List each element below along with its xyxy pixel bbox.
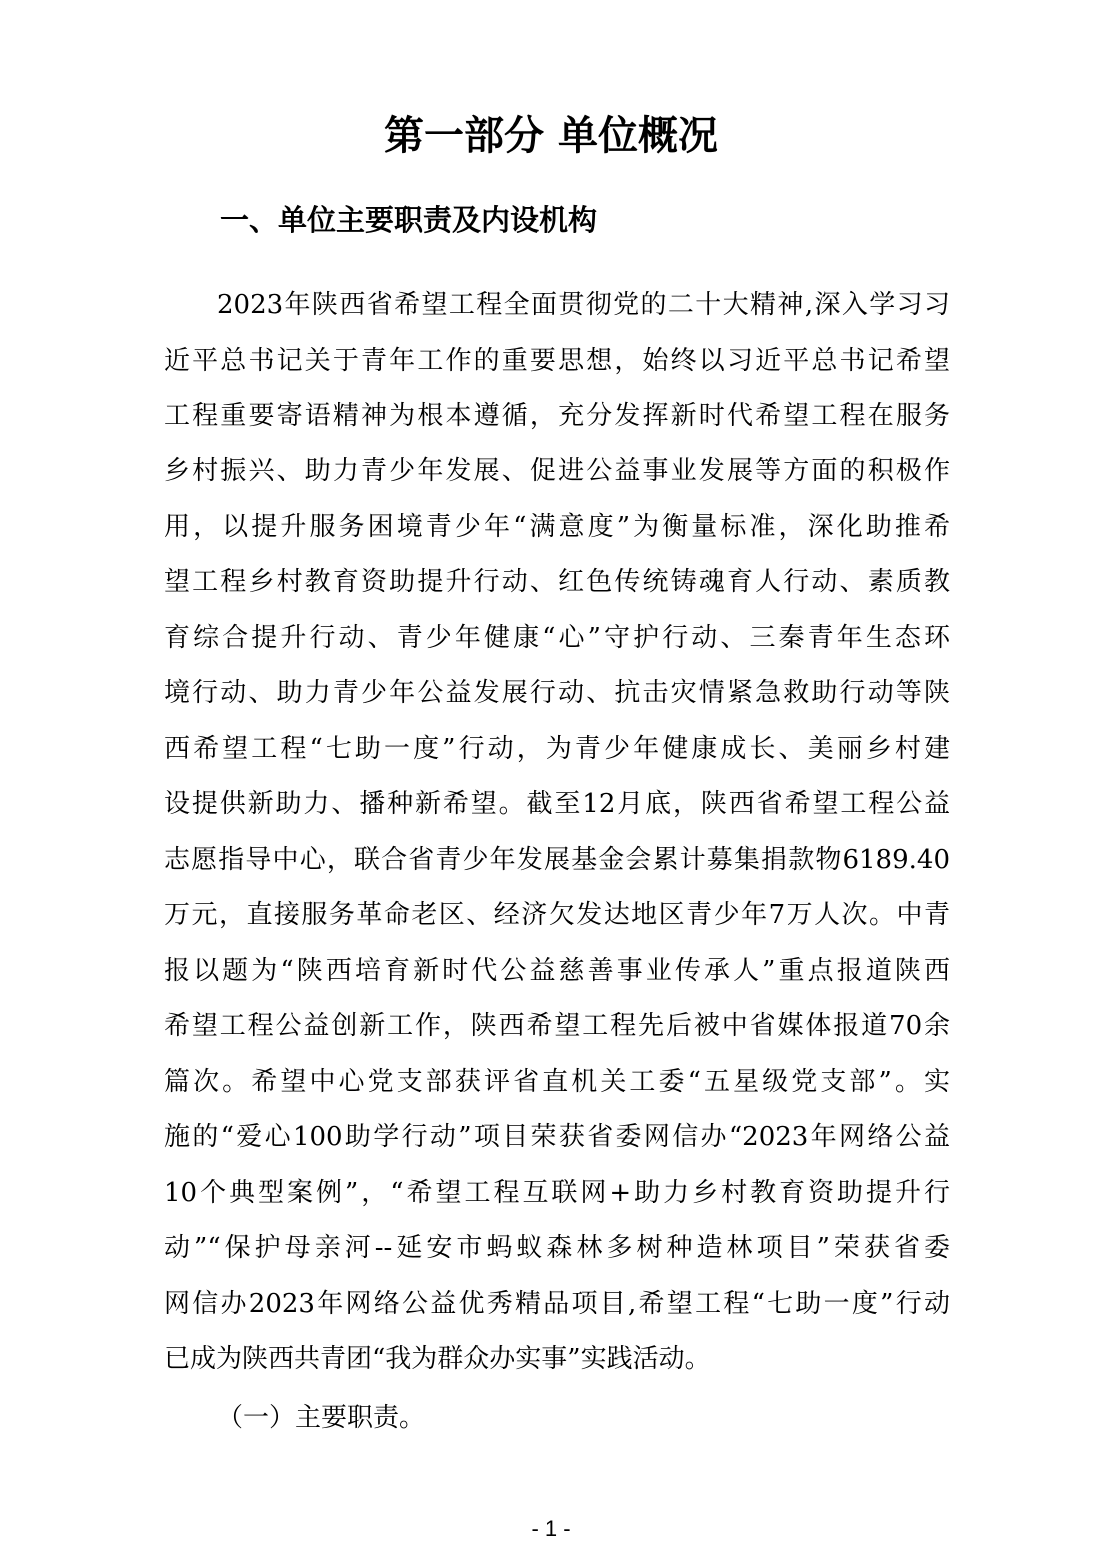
body-line: 网信办2023年网络公益优秀精品项目,希望工程“七助一度”行动 [164, 1289, 950, 1319]
body-line: 望工程乡村教育资助提升行动、红色传统铸魂育人行动、素质教 [164, 567, 950, 597]
body-line: 已成为陕西共青团“我为群众办实事”实践活动。 [164, 1344, 711, 1374]
body-line: 育综合提升行动、青少年健康“心”守护行动、三秦青年生态环 [164, 623, 950, 653]
body-line: 乡村振兴、助力青少年发展、促进公益事业发展等方面的积极作 [164, 456, 950, 486]
page-title: 第一部分 单位概况 [384, 112, 718, 159]
body-line: 报以题为“陕西培育新时代公益慈善事业传承人”重点报道陕西 [164, 956, 950, 986]
section-heading: 一、单位主要职责及内设机构 [220, 203, 598, 237]
body-line: 工程重要寄语精神为根本遵循，充分发挥新时代希望工程在服务 [164, 401, 950, 431]
body-line: 用，以提升服务困境青少年“满意度”为衡量标准，深化助推希 [164, 512, 950, 542]
body-line: 万元，直接服务革命老区、经济欠发达地区青少年7万人次。中青 [164, 900, 950, 930]
body-line: 设提供新助力、播种新希望。截至12月底，陕西省希望工程公益 [164, 789, 950, 819]
body-line: 篇次。希望中心党支部获评省直机关工委“五星级党支部”。实 [164, 1067, 950, 1097]
page-number: - 1 - [531, 1516, 571, 1541]
body-line: 2023年陕西省希望工程全面贯彻党的二十大精神,深入学习习 [217, 290, 950, 320]
body-line: 10个典型案例”，“希望工程互联网+助力乡村教育资助提升行 [164, 1178, 950, 1208]
body-line: 动”“保护母亲河--延安市蚂蚁森林多树种造林项目”荣获省委 [164, 1233, 950, 1263]
body-line: 施的“爱心100助学行动”项目荣获省委网信办“2023年网络公益 [164, 1122, 950, 1152]
body-line: 近平总书记关于青年工作的重要思想，始终以习近平总书记希望 [164, 346, 950, 376]
body-line: 志愿指导中心，联合省青少年发展基金会累计募集捐款物6189.40 [164, 845, 950, 875]
body-line: 西希望工程“七助一度”行动，为青少年健康成长、美丽乡村建 [164, 734, 950, 764]
body-line: 希望工程公益创新工作，陕西希望工程先后被中省媒体报道70余 [164, 1011, 950, 1041]
sub-heading: （一）主要职责。 [217, 1403, 426, 1433]
body-line: 境行动、助力青少年公益发展行动、抗击灾情紧急救助行动等陕 [164, 678, 950, 708]
